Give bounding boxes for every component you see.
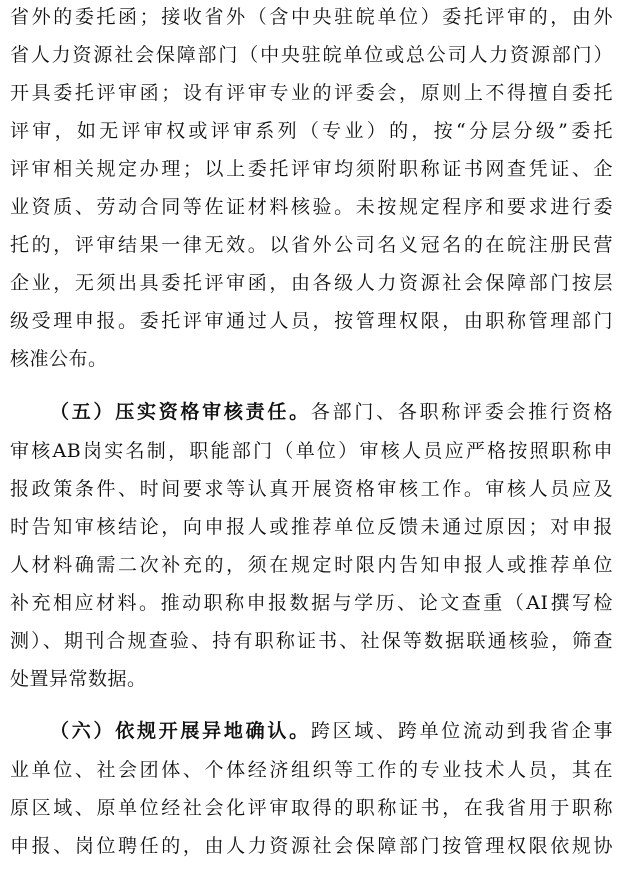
section-6-heading: （六）依规开展异地确认。 <box>50 720 311 742</box>
paragraph-line: 时告知审核结论，向申报人或推荐单位反馈未通过原因；对申报 <box>10 516 613 538</box>
paragraph-line: 托的，评审结果一律无效。以省外公司名义冠名的在皖注册民营 <box>10 234 613 256</box>
section-6-first-line-text: 跨区域、跨单位流动到我省企事 <box>310 720 613 742</box>
paragraph-line: 开具委托评审函；设有评审专业的评委会，原则上不得擅自委托 <box>10 82 613 104</box>
paragraph-line: 报政策条件、时间要求等认真开展资格审核工作。审核人员应及 <box>10 478 613 500</box>
section-6-first-line <box>50 716 613 746</box>
paragraph-line: 申报、岗位聘任的，由人力资源社会保障部门按管理权限依规协 <box>10 835 613 857</box>
paragraph-line: 省人力资源社会保障部门（中央驻皖单位或总公司人力资源部门） <box>10 44 613 66</box>
paragraph-line: 评审相关规定办理；以上委托评审均须附职称证书网查凭证、企 <box>10 158 613 180</box>
paragraph-line: 原区域、原单位经社会化评审取得的职称证书，在我省用于职称 <box>10 797 613 819</box>
paragraph-line: 处置异常数据。 <box>10 668 147 690</box>
paragraph-line: 测）、期刊合规查验、持有职称证书、社保等数据联通核验，筛查 <box>10 630 613 652</box>
paragraph-line: 业单位、社会团体、个体经济组织等工作的专业技术人员，其在 <box>10 759 613 781</box>
paragraph-line: 补充相应材料。推动职称申报数据与学历、论文查重（AI撰写检 <box>10 592 613 614</box>
section-5-first-line-text: 各部门、各职称评委会推行资格 <box>310 401 613 423</box>
paragraph-line: 核准公布。 <box>10 348 108 370</box>
paragraph-line: 省外的委托函；接收省外（含中央驻皖单位）委托评审的，由外 <box>10 6 613 28</box>
paragraph-line: 人材料确需二次补充的，须在规定时限内告知申报人或推荐单位 <box>10 554 613 576</box>
paragraph-line: 级受理申报。委托评审通过人员，按管理权限，由职称管理部门 <box>10 310 613 332</box>
paragraph-line: 审核AB岗实名制，职能部门（单位）审核人员应严格按照职称申 <box>10 440 613 462</box>
paragraph-line: 企业，无须出具委托评审函，由各级人力资源社会保障部门按层 <box>10 272 613 294</box>
paragraph-line: 评审，如无评审权或评审系列（专业）的，按“分层分级”委托 <box>10 120 613 142</box>
section-5-first-line <box>50 397 613 427</box>
section-5-heading: （五）压实资格审核责任。 <box>50 401 311 423</box>
paragraph-line: 业资质、劳动合同等佐证材料核验。未按规定程序和要求进行委 <box>10 196 613 218</box>
